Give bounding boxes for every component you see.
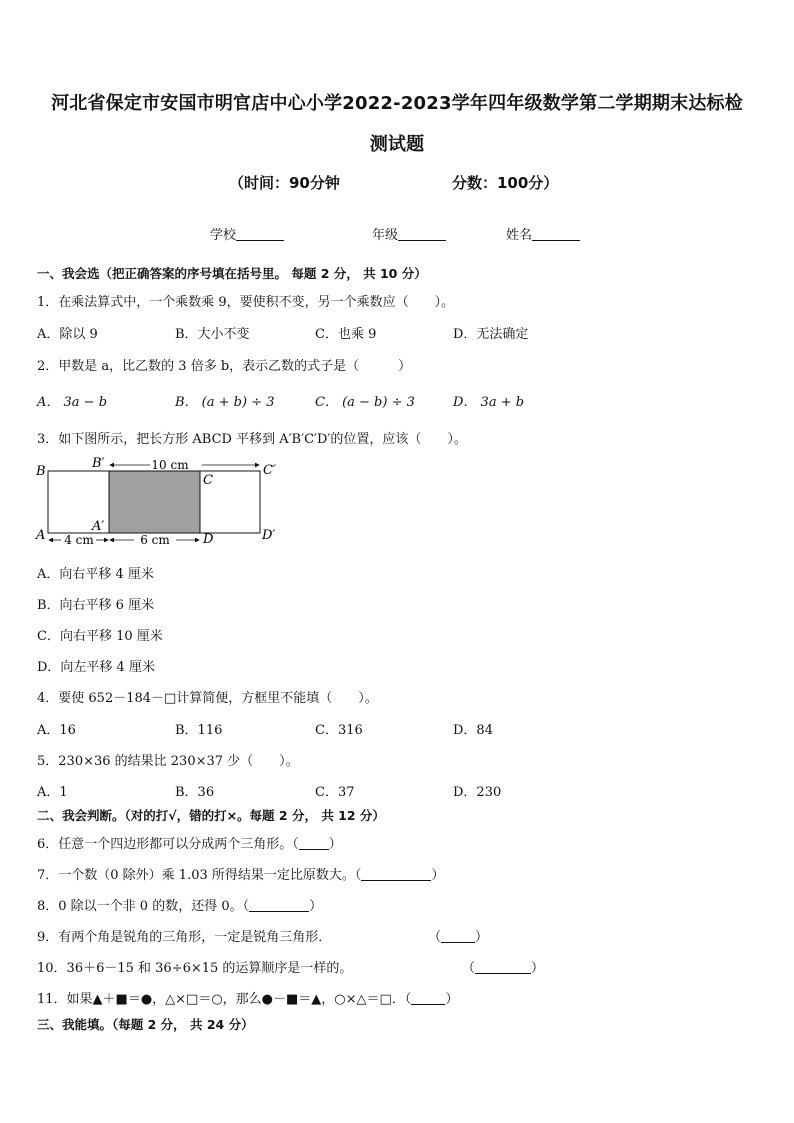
- q2-option-d[interactable]: D． 3a + b: [453, 395, 525, 410]
- page-title-continued: 测试题: [369, 134, 425, 155]
- q2-option-c[interactable]: C． (a − b) ÷ 3: [315, 395, 415, 410]
- q10-paren-open: （: [462, 961, 476, 976]
- q5-option-d[interactable]: D．230: [453, 785, 502, 800]
- q4-option-a[interactable]: A．16: [37, 723, 76, 738]
- name-blank[interactable]: [532, 227, 580, 241]
- q8-paren-close: ）: [309, 899, 323, 914]
- q6-stem: 6．任意一个四边形都可以分成两个三角形。（: [37, 837, 299, 852]
- section3-heading: 三、我能填。（每题 2 分， 共 24 分）: [37, 1017, 254, 1032]
- q5-option-a[interactable]: A．1: [37, 785, 68, 800]
- q11-stem: 11．如果▲＋■＝●，△×□＝○，那么●－■＝▲，○×△＝□．（: [37, 992, 412, 1007]
- q2-option-b[interactable]: B． (a + b) ÷ 3: [175, 395, 275, 410]
- label-D-prime: D′: [262, 528, 276, 543]
- school-blank[interactable]: [236, 227, 284, 241]
- q11-line: [37, 988, 458, 1007]
- q3-option-a[interactable]: A．向右平移 4 厘米: [37, 567, 154, 582]
- q8-line: [37, 895, 322, 914]
- label-C: C: [203, 473, 213, 488]
- name-field: [506, 224, 580, 243]
- q3-translation-figure: [30, 455, 290, 550]
- q3-option-c[interactable]: C．向右平移 10 厘米: [37, 629, 163, 644]
- q3-stem: 3．如下图所示，把长方形 ABCD 平移到 A′B′C′D′的位置，应该（ ）。: [37, 432, 467, 447]
- q1-option-b[interactable]: B．大小不变: [175, 327, 250, 342]
- q7-line: [37, 864, 444, 883]
- q1-option-c[interactable]: C．也乘 9: [315, 327, 377, 342]
- q4-option-b[interactable]: B．116: [175, 723, 223, 738]
- q9-paren-close: ）: [475, 930, 489, 945]
- q11-paren-close: ）: [445, 992, 459, 1007]
- label-C-prime: C′: [263, 463, 276, 478]
- q4-option-d[interactable]: D．84: [453, 723, 493, 738]
- grade-field: [372, 224, 446, 243]
- q10-paren-close: ）: [531, 961, 545, 976]
- q8-answer-blank[interactable]: [249, 899, 309, 912]
- q2-option-a[interactable]: A． 3a − b: [37, 395, 108, 410]
- q10-stem: 10．36＋6－15 和 36÷6×15 的运算顺序是一样的。: [37, 961, 353, 976]
- q4-option-c[interactable]: C．316: [315, 723, 363, 738]
- page-title: 河北省保定市安国市明官店中心小学2022-2023学年四年级数学第二学期期末达标检: [51, 93, 743, 114]
- q6-paren-close: ）: [328, 837, 342, 852]
- label-B: B: [36, 464, 46, 479]
- q5-option-b[interactable]: B．36: [175, 785, 215, 800]
- dim-label-6cm: 6 cm: [140, 533, 170, 547]
- q11-answer-blank[interactable]: [411, 992, 445, 1005]
- label-A-prime: A′: [92, 519, 105, 534]
- q10-answer-blank[interactable]: [475, 961, 531, 974]
- q9-paren-open: （: [428, 930, 442, 945]
- school-label: 学校: [210, 228, 237, 243]
- q9-stem: 9．有两个角是锐角的三角形，一定是锐角三角形．: [37, 930, 332, 945]
- school-field: [210, 224, 284, 243]
- q7-stem: 7．一个数（0 除外）乘 1.03 所得结果一定比原数大。（: [37, 868, 362, 883]
- section1-heading: 一、我会选（把正确答案的序号填在括号里。 每题 2 分， 共 10 分）: [37, 266, 427, 281]
- q7-paren-close: ）: [431, 868, 445, 883]
- grade-label: 年级: [372, 228, 399, 243]
- q9-answer-blank[interactable]: [441, 930, 475, 943]
- name-label: 姓名: [506, 228, 533, 243]
- q7-answer-blank[interactable]: [361, 868, 431, 881]
- q1-option-a[interactable]: A．除以 9: [37, 327, 98, 342]
- q9-answer: [428, 926, 488, 945]
- section2-heading: 二、我会判断。（对的打√，错的打×。每题 2 分， 共 12 分）: [37, 808, 385, 823]
- q8-stem: 8．0 除以一个非 0 的数，还得 0。（: [37, 899, 250, 914]
- q1-stem: 1．在乘法算式中，一个乘数乘 9，要使积不变，另一个乘数应（ ）。: [37, 295, 455, 310]
- dim-label-4cm: 4 cm: [64, 533, 94, 547]
- label-A: A: [36, 528, 46, 543]
- q4-stem: 4．要使 652－184－□计算简便，方框里不能填（ ）。: [37, 691, 378, 706]
- q2-stem: 2．甲数是 a，比乙数的 3 倍多 b，表示乙数的式子是（ ）: [37, 359, 412, 374]
- exam-time: （时间：90分钟: [229, 174, 340, 192]
- q3-option-b[interactable]: B．向右平移 6 厘米: [37, 598, 155, 613]
- dim-label-10cm: 10 cm: [151, 458, 189, 472]
- q5-option-c[interactable]: C．37: [315, 785, 355, 800]
- q1-option-d[interactable]: D．无法确定: [453, 327, 529, 342]
- q10-answer: [462, 957, 544, 976]
- q5-stem: 5．230×36 的结果比 230×37 少（ ）。: [37, 754, 299, 769]
- shaded-overlap: [109, 471, 200, 533]
- q3-option-d[interactable]: D．向左平移 4 厘米: [37, 660, 155, 675]
- q6-answer-blank[interactable]: [299, 837, 329, 850]
- label-B-prime: B′: [92, 456, 105, 471]
- q6-line: [37, 833, 342, 852]
- grade-blank[interactable]: [398, 227, 446, 241]
- label-D: D: [203, 532, 214, 547]
- exam-score: 分数：100分）: [452, 174, 559, 192]
